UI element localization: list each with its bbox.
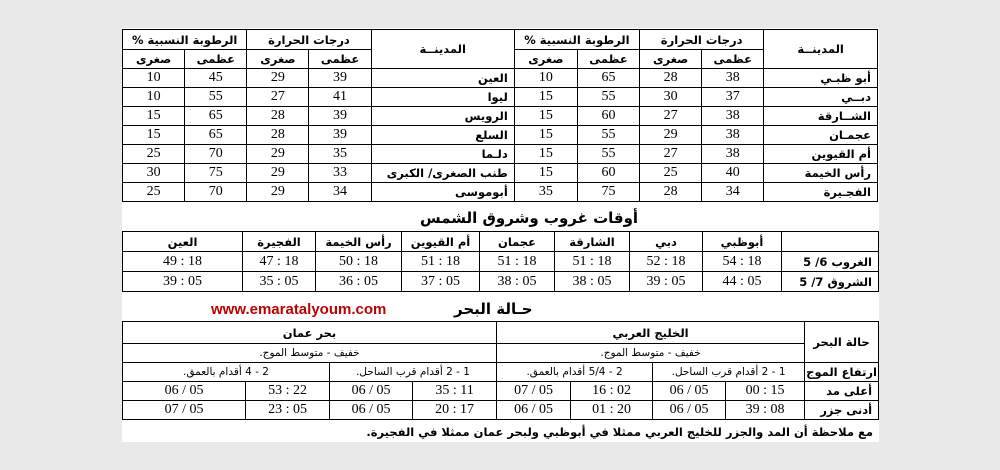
city-name: دلـما [371,145,514,164]
humidity-min: 10 [123,88,185,107]
temp-max: 39 [309,69,371,88]
city-name: الشــارقة [764,107,878,126]
city-name: العين [371,69,514,88]
temp-min: 29 [247,164,309,183]
sun-city: الفجيرة [243,232,316,252]
humidity-max: 55 [577,126,639,145]
temp-max: 34 [309,183,371,202]
gulf-wave-coast: 1 - 2 أقدام قرب الساحل. [653,363,805,382]
sunset-label: الغروب 6/ 5 [782,252,879,272]
city-name: السلع [371,126,514,145]
temp-min: 29 [247,69,309,88]
humidity-min: 35 [514,183,577,202]
table-row [123,88,878,107]
sea-title: حـالة البحر [454,300,533,318]
sea-state-label: حالة البحر [805,322,879,363]
sunset-time: 18 : 51 [555,252,630,272]
temp-min: 28 [247,126,309,145]
humidity-min: 25 [123,145,185,164]
temp-max: 33 [309,164,371,183]
table-row [123,164,878,183]
high-tide-value: 05 / 06 [123,382,246,401]
temp-max: 34 [702,183,764,202]
sun-table [122,231,879,292]
humidity-min: 15 [514,88,577,107]
wave-label: ارتفاع الموج [805,363,879,382]
humidity-min: 15 [514,107,577,126]
humidity-min: 10 [514,69,577,88]
city-name: رأس الخيمة [764,164,878,183]
table-row [123,382,879,401]
humidity-min: 15 [514,164,577,183]
humidity-max: 65 [185,107,247,126]
low-tide-value: 05 / 07 [123,401,246,420]
humidity-max: 65 [185,126,247,145]
sunset-time: 18 : 52 [630,252,703,272]
humidity-header: الرطوبة النسبية % [123,30,247,50]
sunset-time: 18 : 51 [402,252,480,272]
min-label: صغرى [123,50,185,69]
sunrise-time: 05 : 38 [480,272,555,292]
temp-header: درجات الحرارة [640,30,764,50]
temp-max: 39 [309,107,371,126]
min-label: صغرى [514,50,577,69]
city-name: أم القيوين [764,145,878,164]
sunset-time: 18 : 50 [316,252,402,272]
sunrise-label: الشروق 7/ 5 [782,272,879,292]
temp-max: 38 [702,69,764,88]
low-tide-value: 17 : 20 [413,401,497,420]
city-header: المدينــة [764,30,878,69]
low-tide-value: 20 : 01 [571,401,653,420]
sun-title: أوقات غروب وشروق الشمس [420,209,639,227]
sunrise-time: 05 : 38 [555,272,630,292]
sunset-time: 18 : 54 [703,252,782,272]
table-row [123,145,878,164]
temp-max: 37 [702,88,764,107]
high-tide-value: 02 : 16 [571,382,653,401]
table-row [123,183,878,202]
temp-max: 41 [309,88,371,107]
high-label: أعلى مد [805,382,879,401]
high-tide-value: 11 : 35 [413,382,497,401]
humidity-min: 10 [123,69,185,88]
sun-city: رأس الخيمة [316,232,402,252]
low-label: أدنى جزر [805,401,879,420]
low-tide-value: 05 : 23 [246,401,330,420]
humidity-max: 70 [185,183,247,202]
table-row [123,69,878,88]
temp-min: 25 [640,164,702,183]
oman-state: خفيف - متوسط الموج. [123,344,497,363]
humidity-max: 55 [577,145,639,164]
temp-min: 28 [247,107,309,126]
humidity-min: 30 [123,164,185,183]
temp-header: درجات الحرارة [247,30,371,50]
gulf-header: الخليج العربي [497,322,805,344]
humidity-max: 45 [185,69,247,88]
humidity-min: 25 [123,183,185,202]
humidity-max: 75 [185,164,247,183]
temp-min: 28 [640,69,702,88]
high-tide-value: 22 : 53 [246,382,330,401]
sun-city: دبي [630,232,703,252]
temp-max: 38 [702,107,764,126]
sun-city: الشارقة [555,232,630,252]
temp-min: 28 [640,183,702,202]
max-label: عظمى [702,50,764,69]
humidity-min: 15 [514,126,577,145]
weather-sheet [122,28,879,442]
sun-city: أبوظبي [703,232,782,252]
city-name: الرويس [371,107,514,126]
footnote: مع ملاحظة أن المد والجزر للخليج العربي ممثلا في أبوظبي ولبحر عمان ممثلا في الفجيرة. [366,425,873,439]
oman-wave-deep: 2 - 4 أقدام بالعمق. [123,363,330,382]
gulf-wave-deep: 2 - 5/4 أقدام بالعمق. [497,363,653,382]
blank-cell [782,232,879,252]
gulf-state: خفيف - متوسط الموج. [497,344,805,363]
temp-min: 29 [247,145,309,164]
sunrise-time: 05 : 39 [630,272,703,292]
low-tide-value: 05 / 06 [497,401,571,420]
table-row [123,252,879,272]
temp-max: 35 [309,145,371,164]
temp-max: 39 [309,126,371,145]
oman-header: بحر عمان [123,322,497,344]
table-row [123,401,879,420]
humidity-max: 75 [577,183,639,202]
sunset-time: 18 : 51 [480,252,555,272]
humidity-max: 55 [185,88,247,107]
sunrise-time: 05 : 39 [123,272,243,292]
low-tide-value: 05 / 06 [653,401,726,420]
temp-max: 38 [702,126,764,145]
sun-city: أم القيوين [402,232,480,252]
temp-min: 29 [247,183,309,202]
high-tide-value: 05 / 06 [653,382,726,401]
high-tide-value: 05 / 06 [330,382,413,401]
sun-city: عجمان [480,232,555,252]
max-label: عظمى [577,50,639,69]
temp-min: 29 [640,126,702,145]
sunset-time: 18 : 49 [123,252,243,272]
website-link[interactable]: www.emaratalyoum.com [211,301,387,318]
city-name: طنب الصغرى/ الكبرى [371,164,514,183]
table-row [123,126,878,145]
high-tide-value: 05 / 07 [497,382,571,401]
city-name: الفجـيرة [764,183,878,202]
sunrise-time: 05 : 44 [703,272,782,292]
max-label: عظمى [309,50,371,69]
humidity-header: الرطوبة النسبية % [514,30,639,50]
city-name: دبــي [764,88,878,107]
max-label: عظمى [185,50,247,69]
humidity-max: 55 [577,88,639,107]
temp-min: 27 [247,88,309,107]
humidity-max: 60 [577,164,639,183]
humidity-min: 15 [123,126,185,145]
temp-min: 30 [640,88,702,107]
city-name: عجمـان [764,126,878,145]
sunrise-time: 05 : 36 [316,272,402,292]
city-name: أبوموسى [371,183,514,202]
city-name: أبو ظبـي [764,69,878,88]
sunrise-time: 05 : 37 [402,272,480,292]
temp-min: 27 [640,107,702,126]
high-tide-value: 15 : 00 [726,382,805,401]
sunrise-time: 05 : 35 [243,272,316,292]
temp-min: 27 [640,145,702,164]
humidity-max: 70 [185,145,247,164]
low-tide-value: 08 : 39 [726,401,805,420]
humidity-max: 60 [577,107,639,126]
humidity-max: 65 [577,69,639,88]
weather-table [122,29,878,202]
min-label: صغرى [640,50,702,69]
humidity-min: 15 [514,145,577,164]
low-tide-value: 05 / 06 [330,401,413,420]
city-name: ليوا [371,88,514,107]
temp-max: 40 [702,164,764,183]
table-row [123,107,878,126]
sunset-time: 18 : 47 [243,252,316,272]
table-row [123,272,879,292]
sea-table [122,321,879,420]
table-row [123,232,879,252]
temp-max: 38 [702,145,764,164]
city-header: المدينــة [371,30,514,69]
humidity-min: 15 [123,107,185,126]
oman-wave-coast: 1 - 2 أقدام قرب الساحل. [330,363,497,382]
sun-city: العين [123,232,243,252]
min-label: صغرى [247,50,309,69]
